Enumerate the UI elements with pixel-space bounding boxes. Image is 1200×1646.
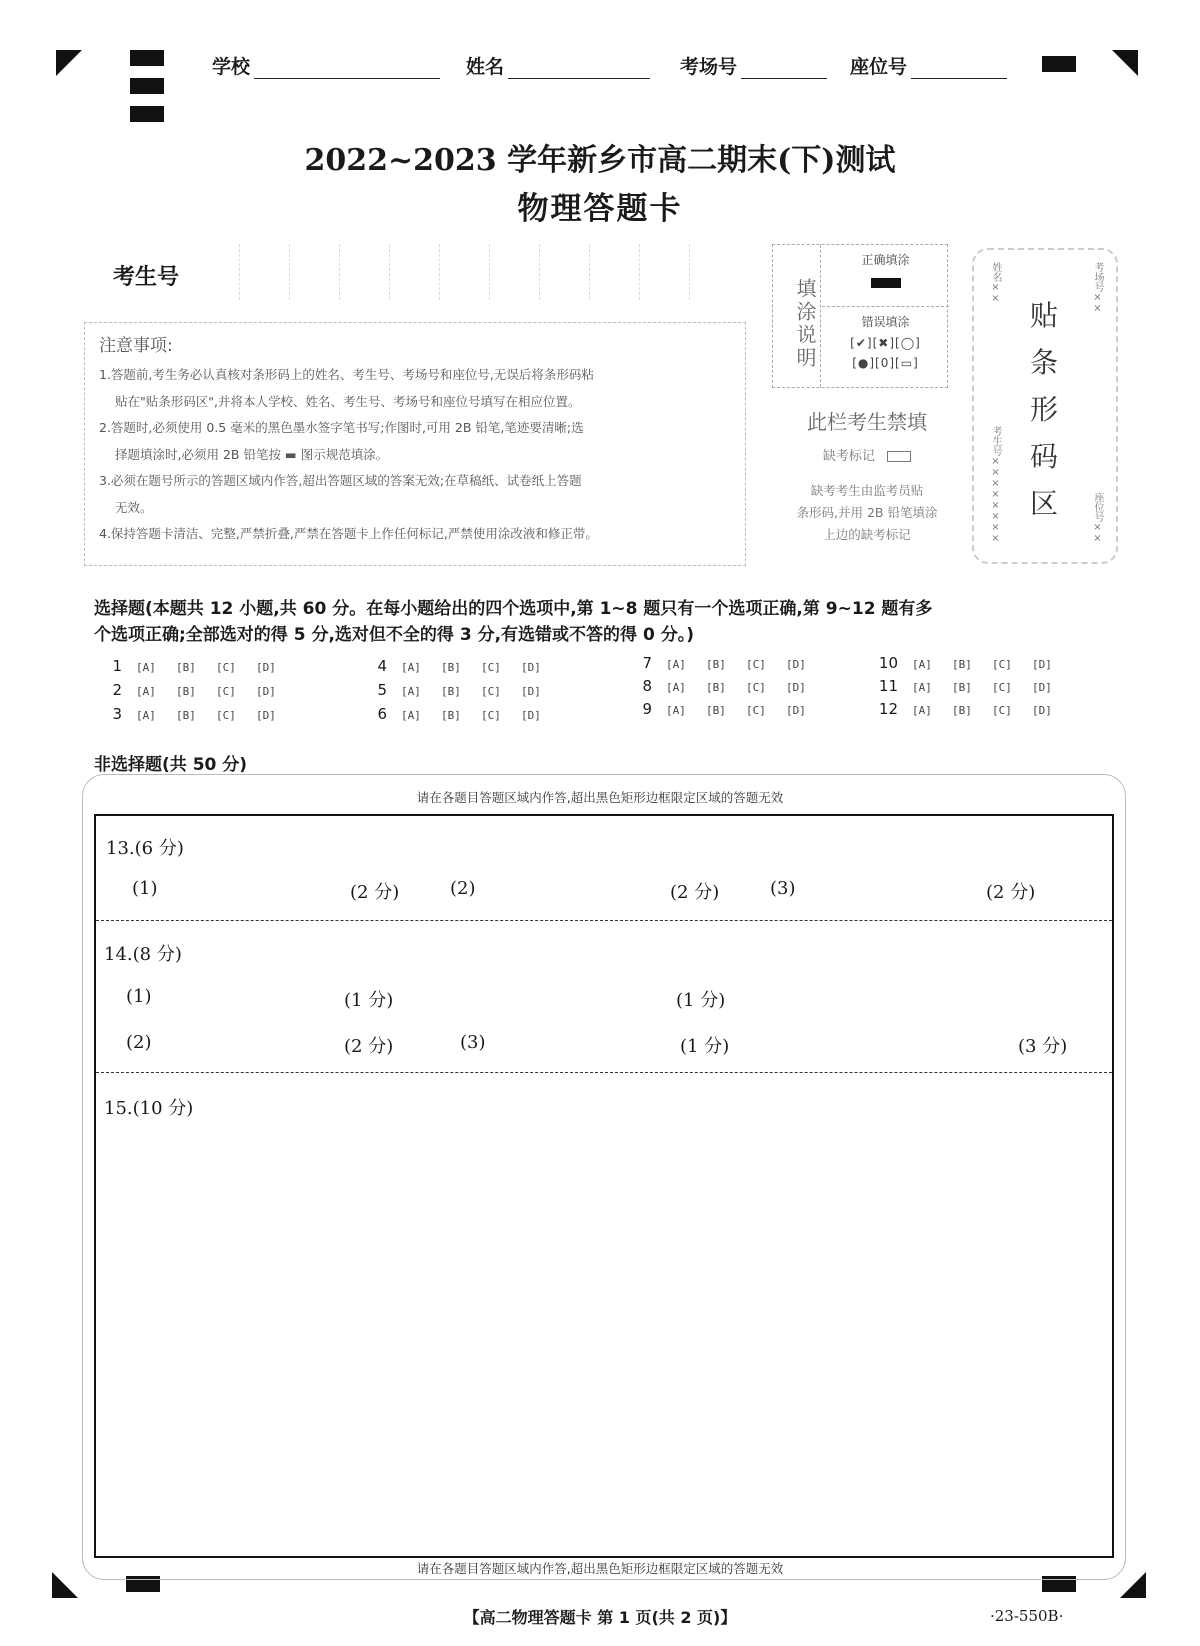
q14-part3-score: (3 分) [1018,1036,1068,1057]
mc-option-c[interactable]: [C] [992,681,1012,694]
barcode-area [972,248,1118,564]
answer-region-warning-bottom: 请在各题目答题区域内作答,超出黑色矩形边框限定区域的答题无效 [416,1561,784,1576]
mc-option-d[interactable]: [D] [256,661,276,674]
notice-item: 1.答题前,考生务必认真核对条形码上的姓名、考生号、考场号和座位号,无误后将条形码粘 [99,367,594,382]
mc-option-b[interactable]: [B] [176,709,196,722]
mc-option-c[interactable]: [C] [992,704,1012,717]
name-field[interactable] [466,52,650,79]
fill-guide [772,244,948,388]
student-id-box[interactable] [340,244,390,300]
notice-item: 贴在"贴条形码区",并将本人学校、姓名、考生号、考场号和座位号填写在相应位置。 [115,393,581,409]
mc-option-a[interactable]: [A] [401,709,421,722]
mc-option-a[interactable]: [A] [912,658,932,671]
notice-item: 3.必须在题号所示的答题区域内作答,超出答题区域的答案无效;在草稿纸、试卷纸上答题 [99,473,582,488]
mc-option-a[interactable]: [A] [136,661,156,674]
q13-title: 13.(6 分) [106,838,184,859]
mc-option-a[interactable]: [A] [912,681,932,694]
student-id-box[interactable] [540,244,590,300]
seat-field[interactable] [850,52,1007,79]
proctor-only-area [772,404,962,574]
wrong-fill-row: [✔][✖][◯] [850,336,921,350]
mc-option-d[interactable]: [D] [256,709,276,722]
q14-part1-label: (1) [126,986,152,1007]
nonmc-header: 非选择题(共 50 分) [94,755,248,775]
correct-fill-example [822,245,949,307]
mc-question-number: 5 [377,681,387,699]
barcode-title-char: 形 [1029,393,1058,426]
mc-option-c[interactable]: [C] [481,661,501,674]
mc-question [876,700,1072,718]
mc-option-c[interactable]: [C] [992,658,1012,671]
mc-option-b[interactable]: [B] [176,685,196,698]
mc-option-a[interactable]: [A] [666,681,686,694]
mc-question-number: 9 [642,700,652,718]
mc-question [100,681,296,699]
mc-question [365,705,561,723]
student-id-box[interactable] [190,244,240,300]
mc-question [630,654,826,672]
student-id-box[interactable] [440,244,490,300]
mc-question [365,657,561,675]
mc-instructions [94,596,1104,648]
mc-option-d[interactable]: [D] [1032,704,1052,717]
mc-question [876,677,1072,695]
mc-option-a[interactable]: [A] [401,661,421,674]
mc-option-b[interactable]: [B] [706,681,726,694]
seat-label: 座位号 [850,56,908,78]
mc-option-a[interactable]: [A] [666,704,686,717]
notice-item: 4.保持答题卡清洁、完整,严禁折叠,严禁在答题卡上作任何标记,严禁使用涂改液和修正带。 [99,526,598,541]
mc-option-b[interactable]: [B] [441,685,461,698]
mc-option-d[interactable]: [D] [786,681,806,694]
mc-question [630,700,826,718]
q14-part1-score: (1 分) [676,990,726,1011]
mc-option-c[interactable]: [C] [481,709,501,722]
mc-option-a[interactable]: [A] [136,709,156,722]
mc-option-d[interactable]: [D] [521,709,541,722]
q14-part2-score: (2 分) [344,1036,394,1057]
proctor-only-title: 此栏考生禁填 [807,410,927,434]
absent-mark-desc [772,480,962,546]
school-label: 学校 [212,56,251,78]
mc-question-number: 10 [878,654,898,672]
mc-option-b[interactable]: [B] [952,704,972,717]
q13-part2-label: (2) [450,878,476,899]
mc-option-d[interactable]: [D] [521,661,541,674]
answer-sheet-title: 物理答题卡 [517,191,683,227]
mc-option-c[interactable]: [C] [746,658,766,671]
mc-question-number: 8 [642,677,652,695]
q13-separator [96,920,1112,921]
barcode-right-top-label: 考场号×× [1092,262,1103,314]
mc-option-a[interactable]: [A] [912,704,932,717]
filled-mark-icon [871,278,901,288]
mc-question [876,654,1072,672]
q14-part3-label: (3) [460,1032,486,1053]
exam-title: 2022~2023 学年新乡市高二期末(下)测试 [304,143,896,178]
timing-mark [130,78,164,94]
mc-option-c[interactable]: [C] [746,704,766,717]
mc-question [630,677,826,695]
room-label: 考场号 [680,56,738,78]
sheet-code: ·23-550B· [990,1607,1064,1625]
q15-answer-area[interactable] [104,1132,1104,1546]
timing-mark [130,106,164,122]
mc-option-b[interactable]: [B] [176,661,196,674]
mc-question-number: 6 [377,705,387,723]
notice-item: 2.答题时,必须使用 0.5 毫米的黑色墨水签字笔书写;作图时,可用 2B 铅笔,笔迹要清晰;选 [99,420,584,435]
seat-input-line[interactable] [911,59,1007,79]
notice-item: 择题填涂时,必须用 2B 铅笔按 ▬ 图示规范填涂。 [115,446,389,462]
mc-question-number: 11 [878,677,898,695]
room-field[interactable] [680,52,827,79]
student-id-box[interactable] [390,244,440,300]
barcode-title-char: 条 [1029,346,1058,379]
barcode-left-top-label: 姓名×× [990,262,1001,304]
mc-question [365,681,561,699]
answer-box [94,814,1114,1558]
wrong-fill-row: [●][0][▭] [852,356,919,370]
absent-desc-line: 上边的缺考标记 [823,527,911,542]
mc-option-b[interactable]: [B] [441,661,461,674]
page-footer: 【高二物理答题卡 第 1 页(共 2 页)】 [463,1608,737,1627]
student-id-box[interactable] [640,244,690,300]
mc-option-d[interactable]: [D] [521,685,541,698]
q14-part3-score: (1 分) [680,1036,730,1057]
mc-question-number: 12 [878,700,898,718]
mc-option-c[interactable]: [C] [216,661,236,674]
mc-option-c[interactable]: [C] [481,685,501,698]
timing-mark [130,50,164,66]
barcode-title-char: 码 [1029,440,1058,473]
absent-mark-label: 缺考标记 [822,449,875,464]
mc-option-a[interactable]: [A] [136,685,156,698]
mc-option-b[interactable]: [B] [441,709,461,722]
name-input-line[interactable] [508,59,650,79]
student-id-box[interactable] [590,244,640,300]
mc-option-b[interactable]: [B] [952,681,972,694]
q14-title: 14.(8 分) [104,944,182,965]
fill-guide-side-label: 填涂说明 [773,245,821,387]
notice-box [84,322,746,566]
mc-question-number: 7 [642,654,652,672]
mc-option-d[interactable]: [D] [1032,681,1052,694]
q13-part2-score: (2 分) [670,882,720,903]
q15-title: 15.(10 分) [104,1098,194,1119]
wrong-fill-example [822,307,949,389]
room-input-line[interactable] [741,59,827,79]
mc-option-c[interactable]: [C] [216,685,236,698]
notice-title: 注意事项: [99,336,173,356]
correct-fill-label: 正确填涂 [861,253,910,267]
timing-mark [1042,56,1076,72]
q13-part3-score: (2 分) [986,882,1036,903]
q14-part1-score: (1 分) [344,990,394,1011]
name-label: 姓名 [466,56,505,78]
student-id-label: 考生号 [113,265,180,290]
q13-part3-label: (3) [770,878,796,899]
corner-mark-top-left [56,50,82,76]
q14-separator [96,1072,1112,1073]
mc-option-d[interactable]: [D] [786,704,806,717]
mc-question-number: 4 [377,657,387,675]
absent-mark-box[interactable] [887,451,911,462]
barcode-title [1018,292,1070,527]
q13-part1-label: (1) [132,878,158,899]
student-id-box[interactable] [490,244,540,300]
mc-instructions-line: 个选项正确;全部选对的得 5 分,选对但不全的得 3 分,有选错或不答的得 0 分。) [94,625,694,645]
mc-option-b[interactable]: [B] [952,658,972,671]
mc-question-number: 1 [112,657,122,675]
answer-region-warning-top: 请在各题目答题区域内作答,超出黑色矩形边框限定区域的答题无效 [416,790,784,805]
barcode-title-char: 区 [1029,487,1058,520]
mc-option-a[interactable]: [A] [401,685,421,698]
mc-option-d[interactable]: [D] [786,658,806,671]
corner-mark-top-right [1112,50,1138,76]
absent-mark-row [772,445,962,464]
q13-part1-score: (2 分) [350,882,400,903]
school-input-line[interactable] [254,59,440,79]
q14-part2-label: (2) [126,1032,152,1053]
mc-option-c[interactable]: [C] [746,681,766,694]
absent-desc-line: 条形码,并用 2B 铅笔填涂 [796,505,938,520]
mc-instructions-line: 选择题(本题共 12 小题,共 60 分。在每小题给出的四个选项中,第 1~8 题只有一个选项正确,第 9~12 题有多 [94,599,933,619]
mc-option-b[interactable]: [B] [706,658,726,671]
mc-question-number: 3 [112,705,122,723]
mc-question [100,705,296,723]
barcode-right-bottom-label: 座位号×× [1092,492,1103,544]
school-field[interactable] [212,52,440,79]
mc-question-number: 2 [112,681,122,699]
mc-option-d[interactable]: [D] [256,685,276,698]
wrong-fill-label: 错误填涂 [861,315,910,329]
mc-option-d[interactable]: [D] [1032,658,1052,671]
mc-question [100,657,296,675]
mc-option-b[interactable]: [B] [706,704,726,717]
notice-item: 无效。 [115,499,153,515]
student-id-box[interactable] [290,244,340,300]
mc-option-c[interactable]: [C] [216,709,236,722]
barcode-title-char: 贴 [1029,299,1058,332]
absent-desc-line: 缺考考生由监考员贴 [810,483,924,498]
mc-option-a[interactable]: [A] [666,658,686,671]
student-id-box[interactable] [240,244,290,300]
barcode-left-bottom-label: 考生号×××××××× [990,426,1001,544]
